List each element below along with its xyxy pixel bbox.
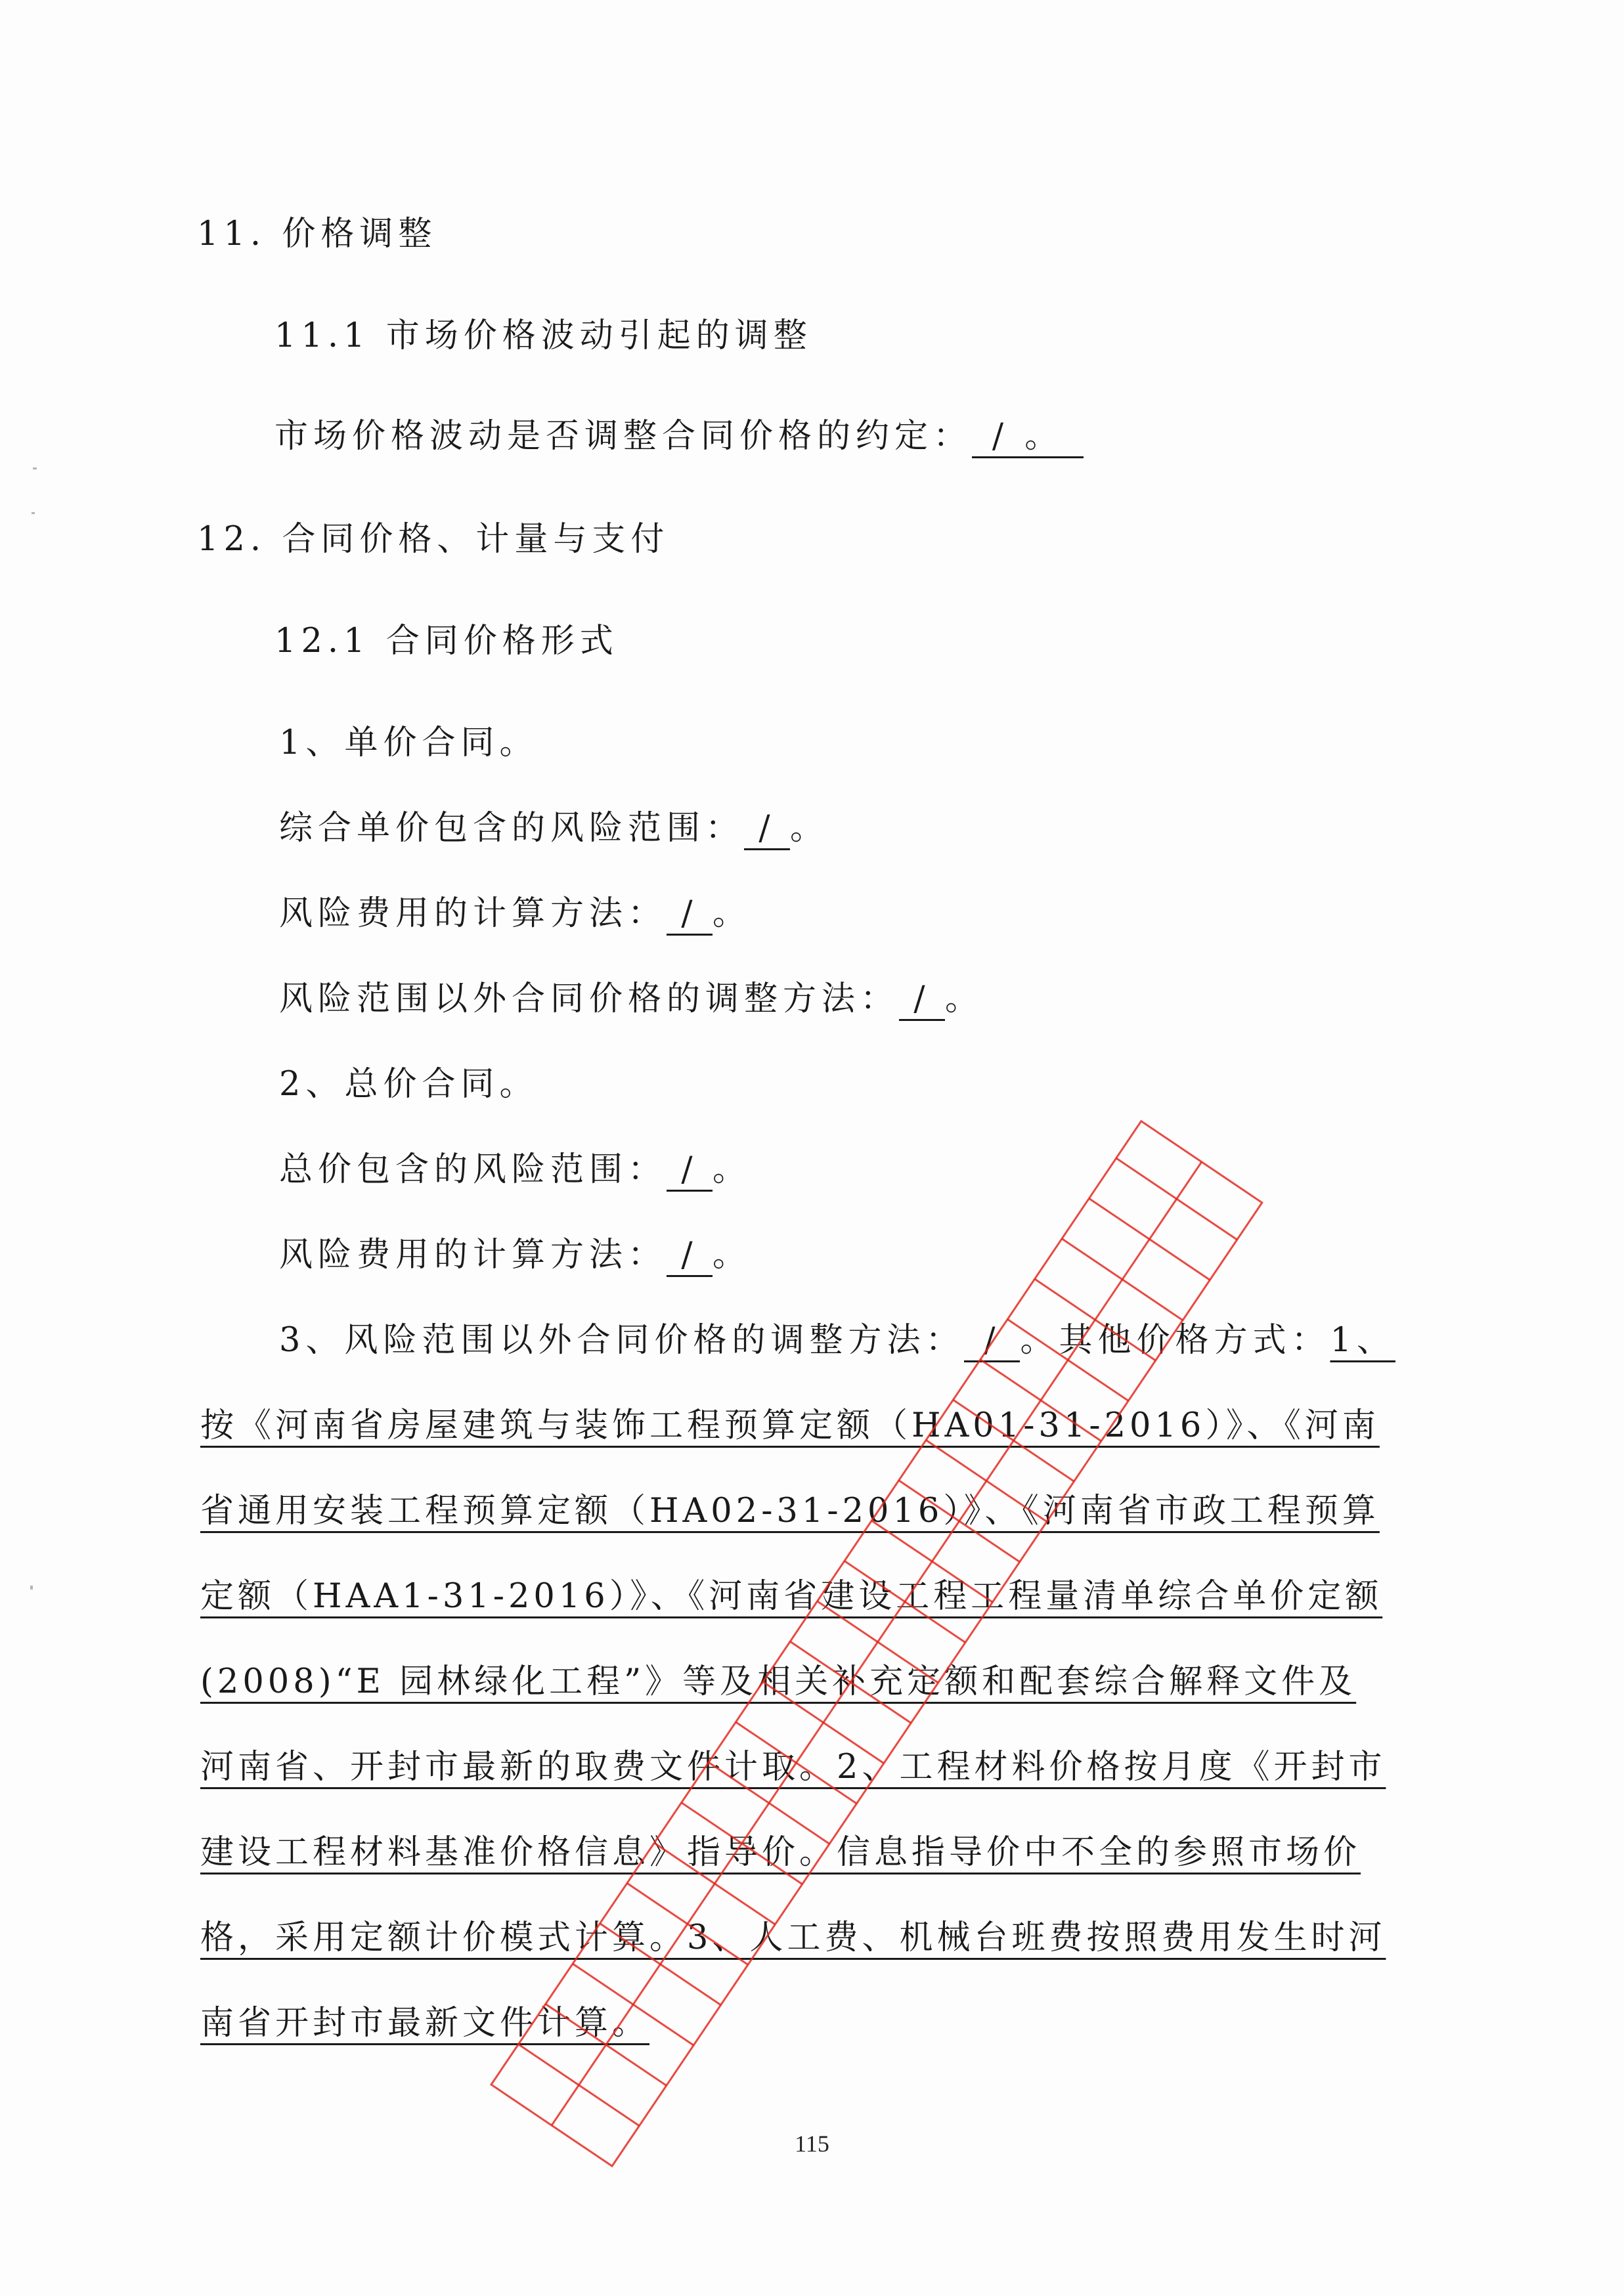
field-label: 。其他价格方式： — [1020, 1321, 1330, 1360]
field-label: 风险费用的计算方法： — [279, 894, 667, 933]
scan-speck — [30, 1586, 33, 1590]
field-label: 总价包含的风险范围： — [279, 1150, 667, 1189]
fill-in-blank: / — [744, 809, 790, 850]
period-mark: 。 — [945, 980, 984, 1018]
other-price-method-body — [200, 1383, 1402, 2066]
period-mark: 。 — [713, 1236, 752, 1274]
section-12-heading: 12. 合同价格、计量与支付 — [197, 520, 670, 559]
fill-in-blank: / — [667, 1236, 713, 1277]
unit-price-contract-item: 1、单价合同。 — [279, 724, 538, 762]
field-label: 风险范围以外合同价格的调整方法： — [279, 980, 900, 1018]
paragraph-line: 省通用安装工程预算定额（HA02-31-2016）》、《河南省市政工程预算 — [200, 1492, 1380, 1530]
unit-price-risk-scope — [279, 806, 829, 852]
unit-price-risk-calc — [279, 891, 751, 937]
section-11-heading: 11. 价格调整 — [197, 215, 437, 253]
fill-in-blank: / — [964, 1321, 1020, 1362]
fill-in-blank: / — [667, 894, 713, 936]
paragraph-line: 格，采用定额计价模式计算。3、人工费、机械台班费按照费用发生时河 — [200, 1918, 1386, 1957]
lump-sum-contract-item: 2、总价合同。 — [279, 1065, 538, 1104]
price-fluctuation-clause — [274, 414, 1084, 460]
paragraph-line: 按《河南省房屋建筑与装饰工程预算定额（HA01-31-2016）》、《河南 — [200, 1406, 1380, 1445]
paragraph-line: 定额（HAA1-31-2016）》、《河南省建设工程工程量清单综合单价定额 — [200, 1577, 1383, 1616]
field-label: 风险费用的计算方法： — [279, 1236, 667, 1274]
scan-speck — [32, 512, 35, 514]
paragraph-line: (2008)“E 园林绿化工程”》等及相关补充定额和配套综合解释文件及 — [200, 1662, 1357, 1701]
section-12-1-heading: 12.1 合同价格形式 — [274, 622, 619, 661]
paragraph-line: 建设工程材料基准价格信息》指导价。信息指导价中不全的参照市场价 — [200, 1833, 1361, 1872]
period-mark: 。 — [713, 894, 752, 933]
scan-speck — [33, 467, 37, 469]
fill-in-blank: / — [899, 980, 945, 1021]
other-price-method-intro — [279, 1318, 1395, 1364]
section-11-1-heading: 11.1 市场价格波动引起的调整 — [274, 316, 812, 355]
field-label: 3、风险范围以外合同价格的调整方法： — [279, 1321, 965, 1360]
paragraph-line: 河南省、开封市最新的取费文件计取。2、工程材料价格按月度《开封市 — [200, 1748, 1386, 1787]
lump-sum-risk-scope — [279, 1147, 751, 1193]
unit-price-adjust-method — [279, 976, 984, 1022]
clause-label: 市场价格波动是否调整合同价格的约定： — [274, 417, 973, 456]
period-mark: 。 — [790, 809, 829, 848]
fill-in-blank: / 。 — [972, 417, 1084, 458]
lump-sum-risk-calc — [279, 1232, 751, 1278]
field-label: 综合单价包含的风险范围： — [279, 809, 745, 848]
fill-in-blank: / — [667, 1150, 713, 1192]
page-number: 115 — [795, 2131, 829, 2157]
underlined-text: 1、 — [1330, 1321, 1395, 1360]
paragraph-line: 南省开封市最新文件计算。 — [200, 2004, 650, 2043]
period-mark: 。 — [713, 1150, 752, 1189]
